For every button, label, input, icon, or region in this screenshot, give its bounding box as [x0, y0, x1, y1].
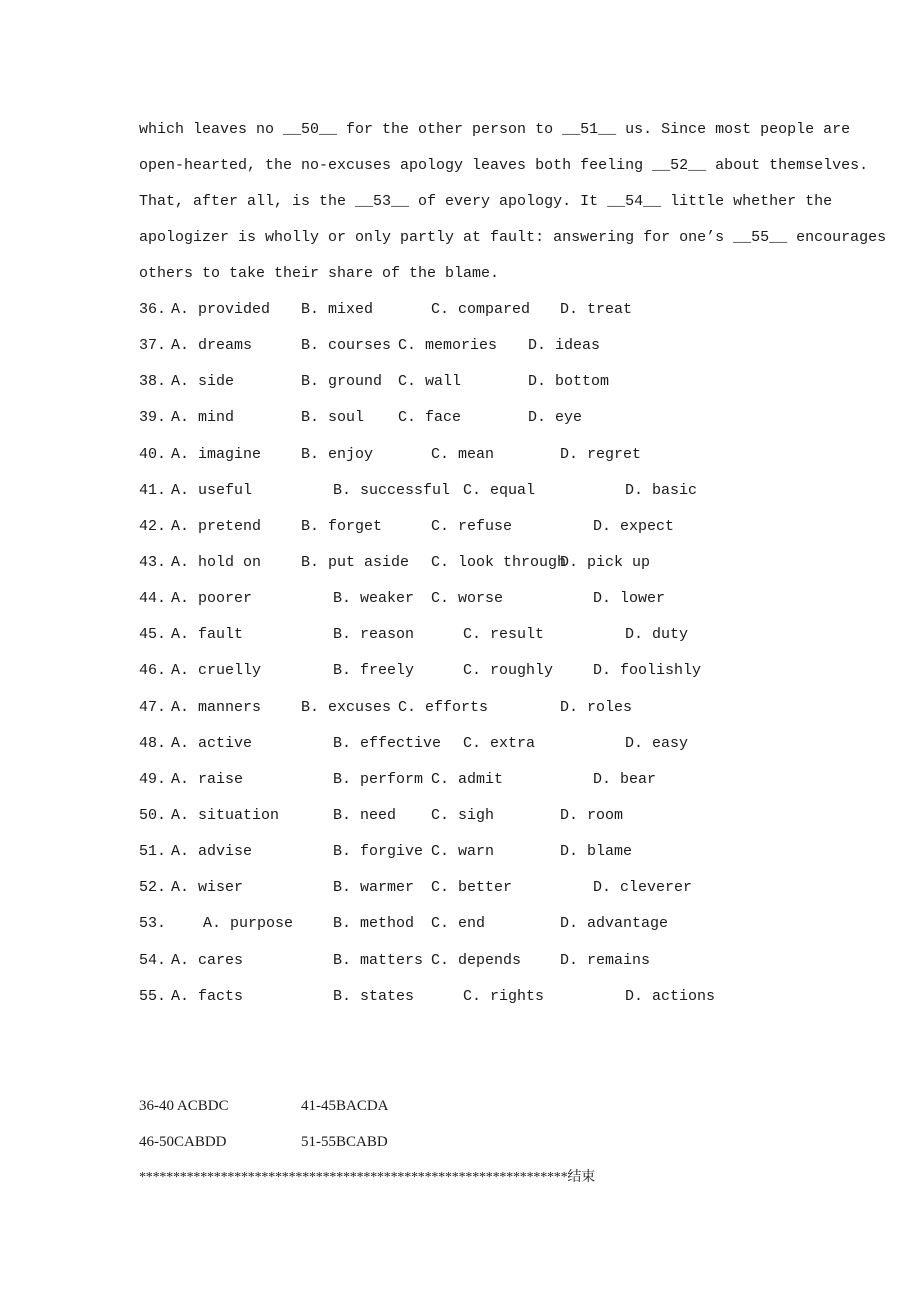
question-number: 40. [139, 445, 167, 463]
question-number: 38. [139, 373, 167, 391]
option-a: A. fault [171, 626, 244, 644]
option-c: C. refuse [431, 517, 513, 535]
option-d: D. treat [560, 301, 633, 318]
option-a: A. useful [171, 481, 253, 499]
question-number: 54. [139, 951, 167, 969]
option-d: D. actions [625, 987, 716, 1005]
option-a: A. wiser [171, 879, 244, 897]
option-b: B. forget [301, 517, 383, 535]
question-row [139, 509, 781, 545]
question-number: 53. [139, 915, 167, 933]
question-number: 46. [139, 662, 167, 680]
option-c: C. end [431, 915, 486, 933]
question-number: 44. [139, 590, 167, 608]
option-a: A. raise [171, 770, 244, 788]
option-c: C. memories [398, 337, 498, 355]
option-a: A. active [171, 734, 253, 752]
question-row [139, 545, 781, 581]
answer-group: 36-40 ACBDC [139, 1098, 229, 1114]
option-b: B. forgive [333, 843, 424, 861]
option-b: B. freely [333, 662, 415, 680]
answer-group: 51-55BCABD [301, 1134, 388, 1150]
option-a: A. manners [171, 698, 262, 716]
passage [139, 112, 887, 292]
option-c: C. roughly [463, 662, 554, 680]
answer-row [139, 1124, 699, 1160]
answer-group: 41-45BACDA [301, 1098, 389, 1114]
option-a: A. side [171, 373, 235, 391]
question-number: 50. [139, 806, 167, 824]
option-b: B. successful [333, 481, 451, 499]
option-c: C. extra [463, 734, 536, 752]
question-row [139, 906, 781, 942]
option-b: B. method [333, 915, 415, 933]
option-a: A. hold on [171, 553, 262, 571]
question-number: 37. [139, 337, 167, 355]
option-c: C. face [398, 409, 462, 427]
option-b: B. excuses [301, 698, 392, 716]
option-c: C. compared [431, 301, 531, 318]
option-b: B. soul [301, 409, 365, 427]
question-row [139, 364, 781, 400]
question-number: 36. [139, 301, 167, 318]
passage-line: apologizer is wholly or only partly at fault: answering for one’s __55__ encourages [139, 229, 887, 246]
question-row [139, 400, 781, 436]
question-row [139, 726, 781, 762]
question-list [139, 292, 781, 1015]
passage-line: That, after all, is the __53__ of every apology. It __54__ little whether the [139, 193, 833, 210]
option-a: A. situation [171, 806, 280, 824]
option-a: A. pretend [171, 517, 262, 535]
question-number: 41. [139, 481, 167, 499]
option-d: D. basic [625, 481, 698, 499]
option-d: D. expect [593, 517, 675, 535]
option-a: A. advise [171, 843, 253, 861]
question-number: 39. [139, 409, 167, 427]
question-row [139, 292, 781, 328]
passage-line: which leaves no __50__ for the other person to __51__ us. Since most people are [139, 121, 851, 138]
option-b: B. perform [333, 770, 424, 788]
option-b: B. warmer [333, 879, 415, 897]
question-row [139, 653, 781, 689]
option-b: B. reason [333, 626, 415, 644]
passage-line: open-hearted, the no-excuses apology leaves both feeling __52__ about themselves. [139, 157, 869, 174]
question-row [139, 870, 781, 906]
option-d: D. cleverer [593, 879, 693, 897]
option-b: B. courses [301, 337, 392, 355]
option-b: B. put aside [301, 553, 410, 571]
option-b: B. mixed [301, 301, 374, 318]
answer-key [139, 1088, 699, 1160]
option-b: B. ground [301, 373, 383, 391]
option-d: D. remains [560, 951, 651, 969]
option-c: C. better [431, 879, 513, 897]
option-a: A. provided [171, 301, 271, 318]
option-b: B. weaker [333, 590, 415, 608]
answer-group: 46-50CABDD [139, 1134, 227, 1150]
question-row [139, 762, 781, 798]
option-d: D. ideas [528, 337, 601, 355]
option-b: B. enjoy [301, 445, 374, 463]
option-a: A. mind [171, 409, 235, 427]
option-a: A. imagine [171, 445, 262, 463]
option-c: C. wall [398, 373, 462, 391]
question-row [139, 473, 781, 509]
question-number: 47. [139, 698, 167, 716]
option-c: C. sigh [431, 806, 495, 824]
option-b: B. states [333, 987, 415, 1005]
question-row [139, 617, 781, 653]
answer-row [139, 1088, 699, 1124]
option-d: D. bottom [528, 373, 610, 391]
option-d: D. roles [560, 698, 633, 716]
passage-line: others to take their share of the blame. [139, 265, 500, 282]
option-b: B. need [333, 806, 397, 824]
option-a: A. cruelly [171, 662, 262, 680]
option-d: D. duty [625, 626, 689, 644]
option-a: A. cares [171, 951, 244, 969]
option-d: D. easy [625, 734, 689, 752]
option-b: B. effective [333, 734, 442, 752]
option-b: B. matters [333, 951, 424, 969]
option-d: D. eye [528, 409, 583, 427]
option-c: C. worse [431, 590, 504, 608]
question-number: 55. [139, 987, 167, 1005]
question-row [139, 328, 781, 364]
option-a: A. dreams [171, 337, 253, 355]
option-d: D. bear [593, 770, 657, 788]
exam-page [139, 112, 887, 1015]
question-number: 51. [139, 843, 167, 861]
option-c: C. result [463, 626, 545, 644]
question-row [139, 834, 781, 870]
question-number: 52. [139, 879, 167, 897]
option-c: C. look through [431, 553, 567, 571]
option-a: A. facts [171, 987, 244, 1005]
option-a: A. poorer [171, 590, 253, 608]
option-d: D. blame [560, 843, 633, 861]
option-d: D. pick up [560, 553, 651, 571]
end-marker: ***************************************************************结束 [139, 1170, 596, 1185]
question-number: 48. [139, 734, 167, 752]
question-row [139, 437, 781, 473]
option-c: C. mean [431, 445, 495, 463]
option-c: C. admit [431, 770, 504, 788]
question-row [139, 798, 781, 834]
option-c: C. rights [463, 987, 545, 1005]
option-c: C. warn [431, 843, 495, 861]
question-row [139, 581, 781, 617]
option-d: D. advantage [560, 915, 669, 933]
question-row [139, 979, 781, 1015]
option-d: D. foolishly [593, 662, 702, 680]
option-d: D. regret [560, 445, 642, 463]
option-c: C. equal [463, 481, 536, 499]
option-a: A. purpose [203, 915, 294, 933]
question-number: 42. [139, 517, 167, 535]
option-d: D. lower [593, 590, 666, 608]
question-number: 45. [139, 626, 167, 644]
question-row [139, 943, 781, 979]
question-number: 43. [139, 553, 167, 571]
question-row [139, 690, 781, 726]
option-c: C. efforts [398, 698, 489, 716]
option-d: D. room [560, 806, 624, 824]
question-number: 49. [139, 770, 167, 788]
option-c: C. depends [431, 951, 522, 969]
